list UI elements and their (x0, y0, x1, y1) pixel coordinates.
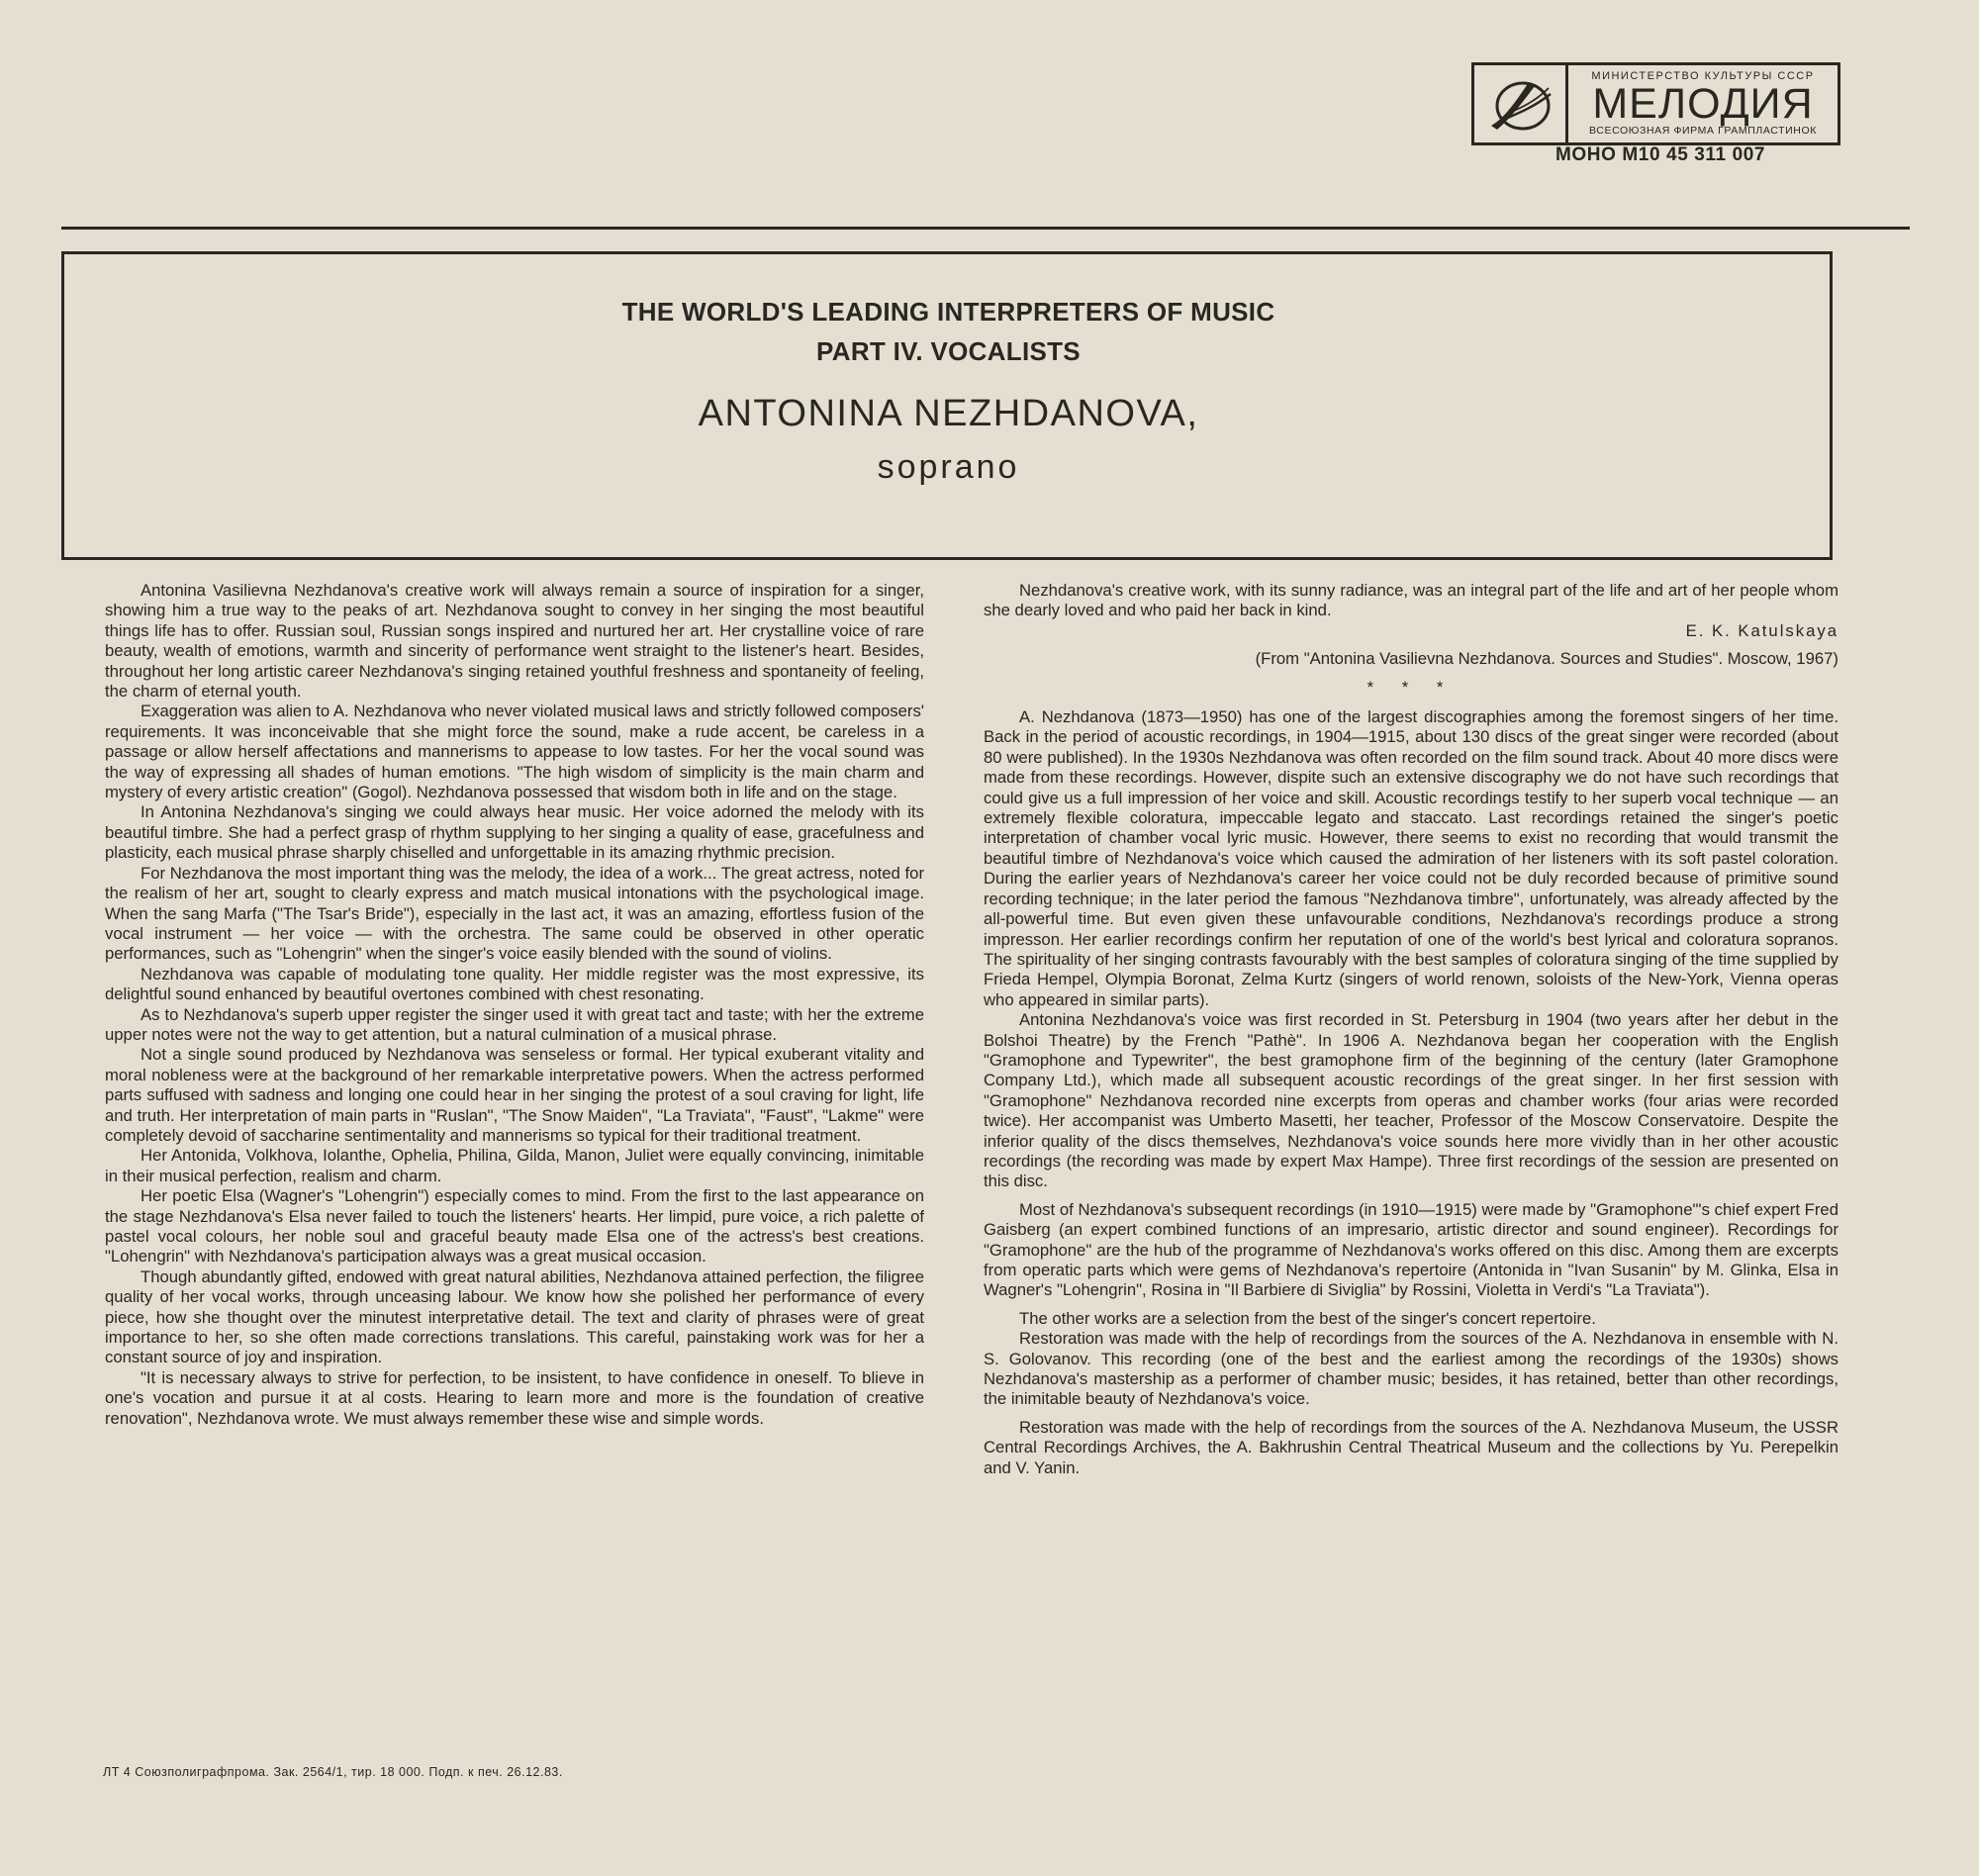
paragraph: Restoration was made with the help of recordings from the sources of the A. Nezhdanova in ensemble with N. S. Golovanov. This recording (one of the best and the earliest among the recordings of the 1930s) shows Nezhdanova's mastership as a performer of chamber music; besides, it has retained, better than other recordings, the inimitable beauty of Nezhdanova's voice. (984, 1329, 1838, 1409)
catalog-number: МОНО М10 45 311 007 (1555, 144, 1766, 165)
paragraph: Nezhdanova's creative work, with its sunny radiance, was an integral part of the life and art of her people whom she dearly loved and who paid her back in kind. (984, 581, 1838, 620)
paragraph: As to Nezhdanova's superb upper register the singer used it with great tact and taste; with her the extreme upper notes were not the way to get attention, but a natural culmination of a musical phrase. (105, 1004, 924, 1044)
top-divider (61, 227, 1910, 230)
paragraph: The other works are a selection from the best of the singer's concert repertoire. (1019, 1308, 1596, 1328)
paragraph: Her Antonida, Volkhova, Iolanthe, Ophelia, Philina, Gilda, Manon, Juliet were equally convincing, inimitable in their musical perfection, realism and charm. (105, 1146, 924, 1185)
paragraph: Her poetic Elsa (Wagner's "Lohengrin") especially comes to mind. From the first to the last appearance on the stage Nezhdanova's Elsa never failed to touch the listeners' hearts. Her limpid, pure voice, a rich palette of pastel vocal colours, her noble soul and graceful beauty made Elsa one of the actress's best creations. "Lohengrin" with Nezhdanova's participation always was a great musical occasion. (105, 1186, 924, 1266)
right-text-column (984, 581, 1838, 1478)
paragraph: Nezhdanova was capable of modulating tone quality. Her middle register was the most expressive, its delightful sound enhanced by beautiful overtones combined with chest resonating. (105, 964, 924, 1004)
logo-ministry-text: МИНИСТЕРСТВО КУЛЬТУРЫ СССР (1591, 70, 1815, 83)
paragraph: Antonina Nezhdanova's voice was first recorded in St. Petersburg in 1904 (two years after her debut in the Bolshoi Theatre) by the French "Pathè". In 1906 A. Nezhdanova began her cooperation with the English "Gramophone and Typewriter", the best gramophone firm of the beginning of the century (later Gramophone Company Ltd.), which made all subsequent acoustic recordings of the great singer. In her first session with "Gramophone" Nezhdanova recorded nine excerpts from operas and chamber works (four arias were recorded twice). Her accompanist was Umberto Masetti, her teacher, Professor of the Moscow Conservatoire. Despite the inferior quality of the discs themselves, Nezhdanova's voice sounds here more vividly than in her other acoustic recordings (the recording was made by expert Max Hampe). Three first recordings of the session are presented on this disc. (984, 1010, 1838, 1191)
voice-type: soprano (877, 448, 1020, 486)
logo-brand-text: МЕЛОДИЯ (1592, 80, 1814, 129)
left-text-column (105, 581, 924, 1429)
paragraph: Exaggeration was alien to A. Nezhdanova who never violated musical laws and strictly followed composers' requirements. It was inconceivable that she might force the sound, make a rude accent, be careless in a passage or allow herself affectations and mannerisms to appease to low tastes. For her the vocal sound was the way of expressing all shades of human emotions. "The high wisdom of simplicity is the main charm and mystery of every artistic creation" (Gogol). Nezhdanova possessed that wisdom both in life and on the stage. (105, 702, 924, 802)
artist-name: ANTONINA NEZHDANOVA, (698, 393, 1199, 434)
melodiya-emblem-icon (1474, 65, 1568, 142)
paragraph: Restoration was made with the help of recordings from the sources of the A. Nezhdanova Museum, the USSR Central Recordings Archives, the A. Bakhrushin Central Theatrical Museum and the collections by Yu. Perepelkin and V. Yanin. (984, 1417, 1838, 1477)
paragraph: In Antonina Nezhdanova's singing we could always hear music. Her voice adorned the melody with its beautiful timbre. She had a perfect grasp of rhythm supplying to her singing a quality of ease, gracefulness and plasticity, each musical phrase sharply chiselled and unforgettable in its amazing rhythmic precision. (105, 802, 924, 863)
logo-company-text: ВСЕСОЮЗНАЯ ФИРМА ГРАМПЛАСТИНОК (1589, 125, 1817, 138)
print-imprint: ЛТ 4 Союзполиграфпрома. Зак. 2564/1, тир. 18 000. Подп. к печ. 26.12.83. (103, 1765, 563, 1779)
title-box (61, 251, 1833, 560)
signature-author: E. K. Katulskaya (1685, 620, 1838, 640)
section-separator: * * * (1366, 677, 1456, 697)
series-title: THE WORLD'S LEADING INTERPRETERS OF MUSIC PART IV. VOCALISTS (621, 297, 1275, 366)
paragraph: Not a single sound produced by Nezhdanova was senseless or formal. Her typical exuberant vitality and moral nobleness were at the background of her remarkable interpretative powers. When the actress performed parts suffused with sadness and longing one could hear in her singing the protest of a soul craving for light, life and truth. Her interpretation of main parts in "Ruslan", "The Snow Maiden", "La Traviata", "Faust", "Lakme" were completely devoid of saccharine sentimentality and mannerisms so typical for their traditional treatment. (105, 1045, 924, 1145)
paragraph: For Nezhdanova the most important thing was the melody, the idea of a work... The great actress, noted for the realism of her art, sought to clearly express and match musical intonations with the psychological image. When the sang Marfa ("The Tsar's Bride"), especially in the last act, it was an amazing, effortless fusion of the vocal instrument — her voice — with the orchestra. The same could be observed in other operatic performances, such as "Lohengrin" when the singer's voice easily blended with the sound of violins. (105, 863, 924, 964)
paragraph: A. Nezhdanova (1873—1950) has one of the largest discographies among the foremost singers of her time. Back in the period of acoustic recordings, in 1904—1915, about 130 discs of the great singer were recorded (about 80 were published). In the 1930s Nezhdanova was often recorded on the film sound track. About 40 more discs were made from these recordings. However, dispite such an extensive discography we do not have such recordings that could give us a full impression of her voice and skill. Acoustic recordings testify to her superb vocal technique — an extremely flexible coloratura, impeccable legato and staccato. Last recordings retained the singer's poetic interpretation of chamber vocal lyric music. However, there seems to exist no recording that would transmit the beautiful timbre of Nezhdanova's voice which caused the admiration of her listeners with its soft pastel coloration. During the earlier years of Nezhdanova's career her voice could not be duly recorded because of primitive sound recording technique; in the later period the famous "Nezhdanova timbre", unfortunately, was already affected by the all-powerful time. But even given these unfavourable conditions, Nezhdanova's recordings produce a strong impresson. Her earlier recordings confirm her reputation of one of the world's best lyrical and coloratura sopranos. The spirituality of her singing contrasts favourably with the best samples of coloratura singing of the time supplied by Frieda Hempel, Olympia Boronat, Zelma Kurtz (singers of world renown, soloists of the New-York, Vienna operas who appeared in similar parts). (984, 707, 1838, 1009)
signature-source: (From "Antonina Vasilievna Nezhdanova. Sources and Studies". Moscow, 1967) (1255, 649, 1838, 669)
paragraph: Though abundantly gifted, endowed with great natural abilities, Nezhdanova attained perfection, the filigree quality of her vocal works, through unceasing labour. We know how she polished her performance of every piece, how she thought over the minutest interpretative detail. The text and clarity of phrases were of great importance to her, so she often made corrections translations. This careful, painstaking work was for her a constant source of joy and inspiration. (105, 1266, 924, 1367)
paragraph: Most of Nezhdanova's subsequent recordings (in 1910—1915) were made by "Gramophone"'s chief expert Fred Gaisberg (an expert combined functions of an impresario, artistic director and sound engineer). Recordings for "Gramophone" are the hub of the programme of Nezhdanova's works offered on this disc. Among them are excerpts from operatic parts which were gems of Nezhdanova's repertoire (Antonida in "Ivan Susanin" by M. Glinka, Elsa in Wagner's "Lohengrin", Rosina in "Il Barbiere di Siviglia" by Rossini, Violetta in Verdi's "La Traviata"). (984, 1199, 1838, 1300)
paragraph: Antonina Vasilievna Nezhdanova's creative work will always remain a source of inspiration for a singer, showing him a true way to the peaks of art. Nezhdanova sought to convey in her singing the most beautiful things life has to offer. Russian soul, Russian songs inspired and nurtured her art. Her crystalline voice of rare beauty, wealth of emotions, warmth and sincerity of performance went straight to the listener's heart. Besides, throughout her long artistic career Nezhdanova's singing retained youthful freshness and spontaneity of feeling, the charm of eternal youth. (105, 581, 924, 702)
melodiya-logo (1471, 62, 1840, 145)
paragraph: "It is necessary always to strive for perfection, to be insistent, to have confidence in oneself. To blieve in one's vocation and pursue it at al costs. Hearing to learn more and more is the foundation of creative renovation", Nezhdanova wrote. We must always remember these wise and simple words. (105, 1367, 924, 1428)
